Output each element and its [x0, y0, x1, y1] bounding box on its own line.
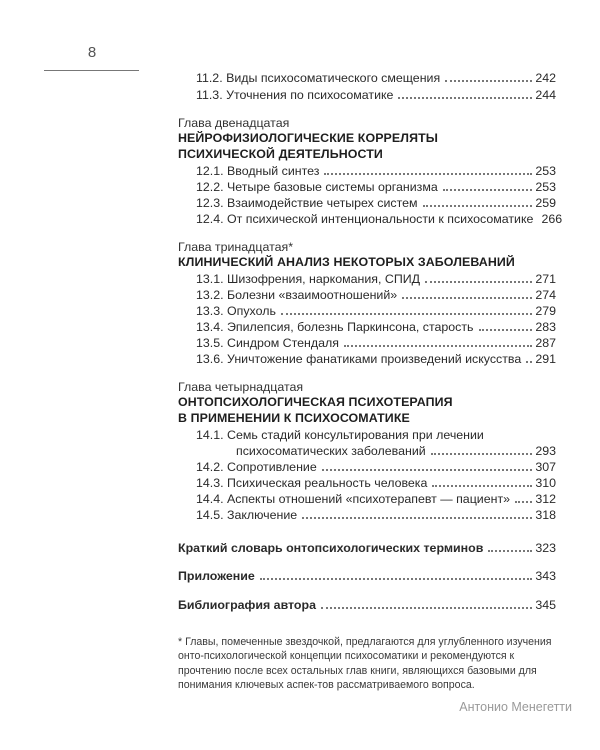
- page-number-rule: [44, 70, 139, 71]
- toc-entry[interactable]: 12.4. От психической интенциональности к психосоматике 266: [196, 212, 563, 226]
- toc-entry[interactable]: 14.2. Сопротивление 307: [196, 460, 556, 474]
- page-number: 8: [87, 44, 97, 61]
- toc-entry[interactable]: 14.4. Аспекты отношений «психотерапевт — пациент» 312: [196, 492, 556, 506]
- toc-entry-bibliography[interactable]: Библиография автора 345: [178, 598, 556, 612]
- chapter-14-title-line-2: В ПРИМЕНЕНИИ К ПСИХОСОМАТИКЕ: [178, 411, 410, 425]
- toc-entry-multiline-line-1[interactable]: 14.1. Семь стадий консультирования при лечении: [196, 428, 484, 442]
- chapter-14-title-line-1: ОНТОПСИХОЛОГИЧЕСКАЯ ПСИХОТЕРАПИЯ: [178, 395, 453, 409]
- toc-entry[interactable]: 12.2. Четыре базовые системы организма 253: [196, 180, 556, 194]
- toc-entry[interactable]: 12.3. Взаимодействие четырех систем 259: [196, 196, 556, 210]
- chapter-14-label: Глава четырнадцатая: [178, 380, 304, 394]
- footnote: * Главы, помеченные звездочкой, предлагаются для углубленного изучения онто-психологической концепции психосоматики и рекомендуются к прочтению после всех остальных глав книги, являющихся базовыми для понимания ключевых аспек-тов рассматриваемого вопроса.: [178, 636, 552, 692]
- chapter-13-label: Глава тринадцатая*: [178, 240, 294, 254]
- toc-entry[interactable]: 13.6. Уничтожение фанатиками произведений искусства 291: [196, 352, 556, 366]
- toc-entry[interactable]: 11.2. Виды психосоматического смещения 242: [196, 71, 556, 85]
- toc-entry[interactable]: 11.3. Уточнения по психосоматике 244: [196, 88, 556, 102]
- toc-entry[interactable]: 13.5. Синдром Стендаля 287: [196, 336, 556, 350]
- chapter-12-title-line-1: НЕЙРОФИЗИОЛОГИЧЕСКИЕ КОРРЕЛЯТЫ: [178, 131, 438, 145]
- toc-entry[interactable]: 14.3. Психическая реальность человека 310: [196, 476, 556, 490]
- toc-entry-glossary[interactable]: Краткий словарь онтопсихологических терминов 323: [178, 541, 556, 555]
- toc-entry[interactable]: 13.2. Болезни «взаимоотношений» 274: [196, 288, 556, 302]
- toc-entry-multiline-line-2[interactable]: психосоматических заболеваний 293: [236, 444, 556, 458]
- toc-entry-appendix[interactable]: Приложение 343: [178, 569, 556, 583]
- toc-entry[interactable]: 14.5. Заключение 318: [196, 508, 556, 522]
- author-running-footer: Антонио Менегетти: [459, 700, 572, 714]
- chapter-12-label: Глава двенадцатая: [178, 116, 290, 130]
- chapter-12-title-line-2: ПСИХИЧЕСКОЙ ДЕЯТЕЛЬНОСТИ: [178, 147, 383, 161]
- toc-entry[interactable]: 13.4. Эпилепсия, болезнь Паркинсона, старость 283: [196, 320, 556, 334]
- toc-entry[interactable]: 13.3. Опухоль 279: [196, 304, 556, 318]
- chapter-13-title: КЛИНИЧЕСКИЙ АНАЛИЗ НЕКОТОРЫХ ЗАБОЛЕВАНИЙ: [178, 255, 515, 269]
- toc-entry[interactable]: 13.1. Шизофрения, наркомания, СПИД 271: [196, 272, 556, 286]
- toc-entry[interactable]: 12.1. Вводный синтез 253: [196, 164, 556, 178]
